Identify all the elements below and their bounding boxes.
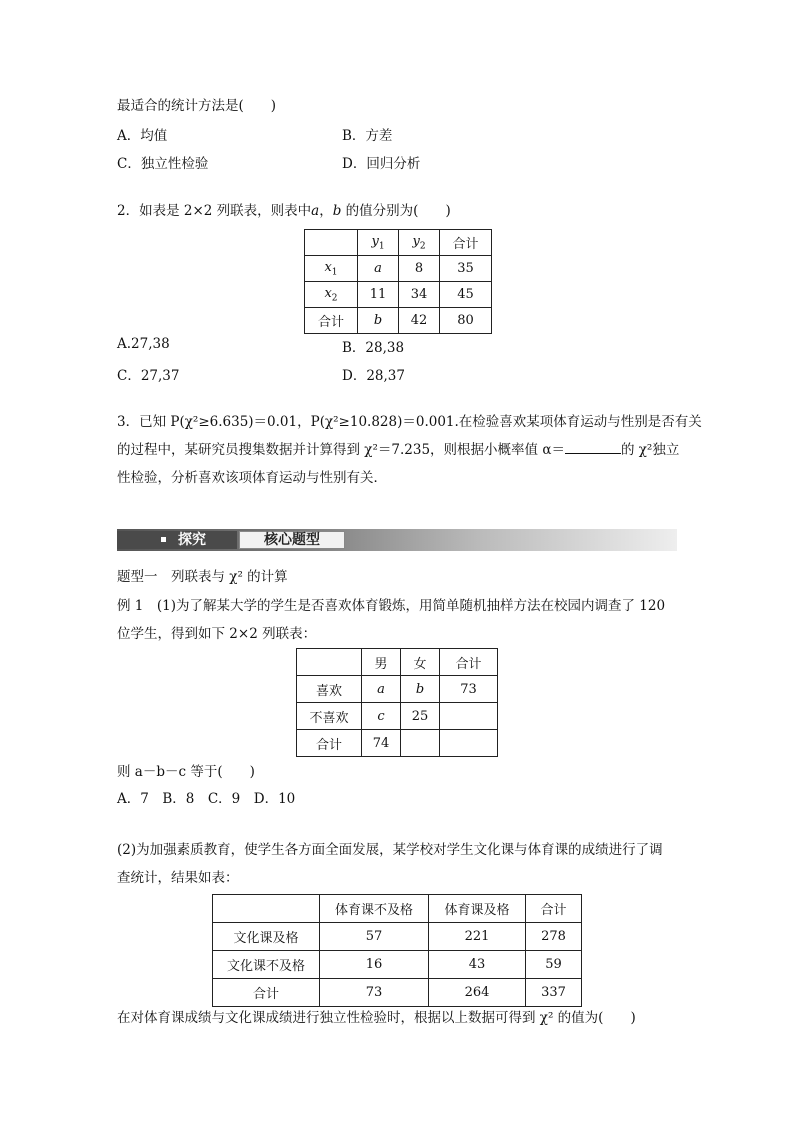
table-cell: 59 <box>526 951 582 979</box>
table-row <box>297 649 498 676</box>
table-cell <box>401 730 440 757</box>
table-cell: b <box>401 676 440 703</box>
table-cell <box>213 895 320 923</box>
ex2-line-1: (2)为加强素质教育，使学生各方面全面发展，某学校对学生文化课与体育课的成绩进行了调 <box>117 842 663 858</box>
table-row <box>213 979 582 1007</box>
q3-line-2: 的过程中，某研究员搜集数据并计算得到 χ²＝7.235，则根据小概率值 α＝ 的 χ²独立 <box>117 442 680 458</box>
table-header: 合计 <box>526 895 582 923</box>
table-cell: 43 <box>429 951 526 979</box>
table-row <box>297 676 498 703</box>
table-cell: 45 <box>440 282 492 308</box>
table-cell: a <box>362 676 401 703</box>
q2-contingency-table <box>304 229 492 334</box>
table-header: 女 <box>401 649 440 676</box>
ex1-options: A．7 B．8 C．9 D．10 <box>117 791 296 807</box>
q3-line-3: 性检验，分析喜欢该项体育运动与性别有关． <box>117 470 387 486</box>
table-header: 合计 <box>440 649 498 676</box>
section-banner <box>117 529 677 551</box>
ex2-question: 在对体育课成绩与文化课成绩进行独立性检验时，根据以上数据可得到 χ² 的值为( ) <box>117 1010 636 1026</box>
table-header: 男 <box>362 649 401 676</box>
row-label: 不喜欢 <box>297 703 362 730</box>
table-cell: 73 <box>440 676 498 703</box>
q3-line-1: 3．已知 P(χ²≥6.635)＝0.01，P(χ²≥10.828)＝0.001.在检验喜欢某项体育运动与性别是否有关 <box>117 414 702 430</box>
table-cell <box>440 703 498 730</box>
answer-blank[interactable] <box>565 441 621 454</box>
table-cell: b <box>358 308 399 334</box>
bullet-icon <box>161 537 166 542</box>
table-cell: 34 <box>399 282 440 308</box>
table-cell <box>440 730 498 757</box>
table-cell: 73 <box>320 979 429 1007</box>
table-cell: c <box>362 703 401 730</box>
q1-option-d: D．回归分析 <box>342 156 421 172</box>
ex2-score-table <box>212 894 582 1007</box>
table-cell: 264 <box>429 979 526 1007</box>
row-label: 喜欢 <box>297 676 362 703</box>
row-label: 合计 <box>297 730 362 757</box>
table-row <box>213 951 582 979</box>
table-cell: 278 <box>526 923 582 951</box>
table-row <box>305 282 492 308</box>
table-cell: 8 <box>399 256 440 282</box>
ex1-line-2: 位学生，得到如下 2×2 列联表： <box>117 626 317 642</box>
table-cell: 337 <box>526 979 582 1007</box>
q2-option-b: B．28,38 <box>342 340 405 356</box>
table-cell <box>305 230 358 256</box>
row-label: 文化课及格 <box>213 923 320 951</box>
q1-option-b: B．方差 <box>342 128 393 144</box>
section-title: 题型一 列联表与 χ² 的计算 <box>117 569 288 585</box>
q2-stem: 2．如表是 2×2 列联表，则表中a，b 的值分别为( ) <box>117 203 451 219</box>
table-row <box>297 703 498 730</box>
table-cell <box>297 649 362 676</box>
table-cell: 16 <box>320 951 429 979</box>
table-header-y2: $y_2$ <box>399 230 440 256</box>
table-row <box>305 230 492 256</box>
row-label: $x_2$ <box>305 282 358 308</box>
table-header: 体育课不及格 <box>320 895 429 923</box>
q1-stem: 最适合的统计方法是( ) <box>117 98 277 114</box>
table-row <box>297 730 498 757</box>
table-cell: 74 <box>362 730 401 757</box>
q2-option-d: D．28,37 <box>342 368 405 384</box>
banner-core-types-label: 核心题型 <box>239 531 345 549</box>
ex1-line-1: 例 1 (1)为了解某大学的学生是否喜欢体育锻炼，用简单随机抽样方法在校园内调查了 120 <box>117 598 666 614</box>
table-header: 体育课及格 <box>429 895 526 923</box>
q1-option-a: A．均值 <box>117 128 168 144</box>
table-cell: 221 <box>429 923 526 951</box>
row-label: 合计 <box>305 308 358 334</box>
table-row <box>213 923 582 951</box>
row-label: $x_1$ <box>305 256 358 282</box>
table-row <box>305 308 492 334</box>
table-cell: a <box>358 256 399 282</box>
row-label: 文化课不及格 <box>213 951 320 979</box>
table-header-y1: $y_1$ <box>358 230 399 256</box>
table-row <box>213 895 582 923</box>
table-header-total: 合计 <box>440 230 492 256</box>
table-cell: 35 <box>440 256 492 282</box>
table-cell: 11 <box>358 282 399 308</box>
row-label: 合计 <box>213 979 320 1007</box>
table-cell: 25 <box>401 703 440 730</box>
q2-option-a: A.27,38 <box>117 336 170 352</box>
table-row <box>305 256 492 282</box>
table-cell: 57 <box>320 923 429 951</box>
ex1-question: 则 a－b－c 等于( ) <box>117 764 255 780</box>
table-cell: 42 <box>399 308 440 334</box>
ex2-line-2: 查统计，结果如表： <box>117 870 239 886</box>
ex1-contingency-table <box>296 648 498 757</box>
banner-explore-label: 探究 <box>117 531 237 549</box>
table-cell: 80 <box>440 308 492 334</box>
q1-option-c: C．独立性检验 <box>117 156 209 172</box>
q2-option-c: C．27,37 <box>117 368 180 384</box>
